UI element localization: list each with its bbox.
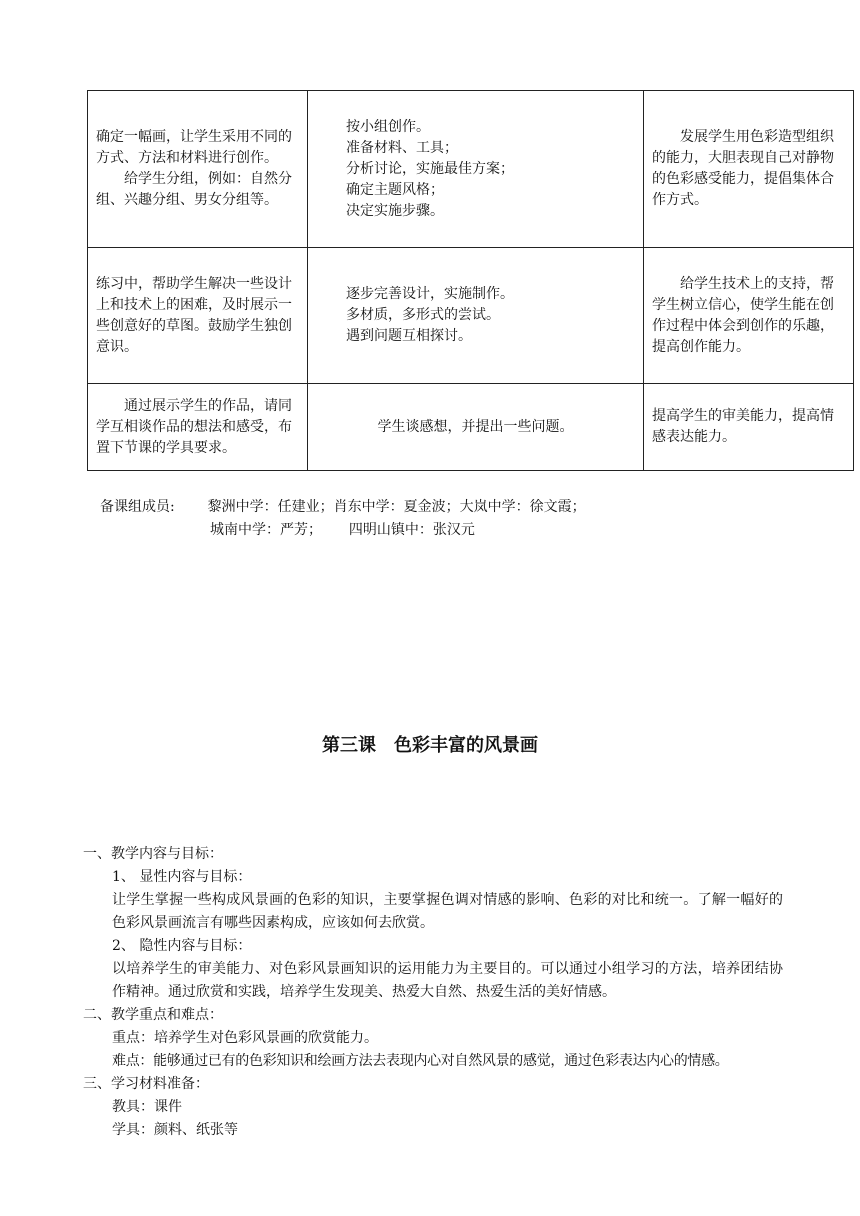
paragraph: 让学生掌握一些构成风景画的色彩的知识，主要掌握色调对情感的影响、色彩的对比和统一。了解一幅好的色彩风景画流言有哪些因素构成，应该如何去欣赏。 [112,892,783,931]
section-heading: 二、教学重点和难点： [83,1007,223,1023]
lesson-title: 第三课 色彩丰富的风景画 [322,735,538,756]
teacher-activity-cell [88,91,308,248]
cell-text: 按小组创作。 [346,118,430,135]
table-row [88,384,854,471]
teacher-activity-cell [88,384,308,471]
student-activity-cell [308,91,644,248]
design-intent-cell [644,248,854,384]
cell-text: 学生谈感想，并提出一些问题。 [377,418,574,435]
lesson-prep-team [100,496,586,542]
paragraph: 难点：能够通过已有的色彩知识和绘画方法去表现内心对自然风景的感觉，通过色彩表达内心的情感。 [112,1053,729,1069]
section-heading: 三、学习材料准备： [83,1076,209,1092]
student-activity-cell [308,248,644,384]
section-heading: 一、教学内容与目标： [83,846,223,862]
cell-text: 遇到问题互相探讨。 [346,328,472,344]
table-row [88,91,854,248]
student-activity-cell [308,384,644,471]
team-label: 备课组成员: [100,499,175,515]
cell-text: 练习中，帮助学生解决一些设计上和技术上的困难，及时展示一些创意好的草图。鼓励学生独创意识。 [96,275,292,355]
cell-text: 分析讨论，实施最佳方案； [346,160,514,177]
table-row [88,248,854,384]
cell-text: 准备材料、工具； [346,139,458,156]
activity-table [87,90,854,471]
subsection-heading: 2、 隐性内容与目标： [112,938,252,954]
cell-text: 逐步完善设计，实施制作。 [346,286,514,302]
cell-text: 确定主题风格； [346,181,444,198]
cell-text: 给学生分组，例如：自然分组、兴趣分组、男女分组等。 [96,171,292,208]
subsection-heading: 1、 显性内容与目标： [112,869,252,885]
cell-text: 发展学生用色彩造型组织 的能力，大胆表现自己对静物的色彩感受能力，提倡集体合作方式。 [652,129,834,208]
lesson-plan-body [83,843,783,1142]
cell-text: 确定一幅画，让学生采用不同的方式、方法和材料进行创作。 [96,129,292,166]
cell-text: 多材质，多形式的尝试。 [346,307,500,323]
paragraph: 学具：颜料、纸张等 [112,1122,238,1138]
paragraph: 以培养学生的审美能力、对色彩风景画知识的运用能力为主要目的。可以通过小组学习的方法，培养团结协作精神。通过欣赏和实践，培养学生发现美、热爱大自然、热爱生活的美好情感。 [112,961,783,1000]
team-members-line-2b: 四明山镇中：张汉元 [348,522,475,538]
cell-text: 提高学生的审美能力，提高情感表达能力。 [652,408,834,445]
cell-text: 决定实施步骤。 [346,202,444,219]
paragraph: 教具：课件 [112,1099,182,1115]
cell-text: 通过展示学生的作品，请同学互相谈作品的想法和感受，布置下节课的学具要求。 [96,397,292,456]
design-intent-cell [644,384,854,471]
cell-text: 给学生技术上的支持，帮学生树立信心，使学生能在创作过程中体会到创作的乐趣，提高创作能力。 [652,275,834,355]
team-members-line-1: 黎洲中学：任建业；肖东中学：夏金波；大岚中学：徐文霞； [207,499,586,515]
teacher-activity-cell [88,248,308,384]
team-members-line-2a: 城南中学：严芳； [210,522,322,538]
design-intent-cell [644,91,854,248]
paragraph: 重点：培养学生对色彩风景画的欣赏能力。 [112,1030,378,1046]
